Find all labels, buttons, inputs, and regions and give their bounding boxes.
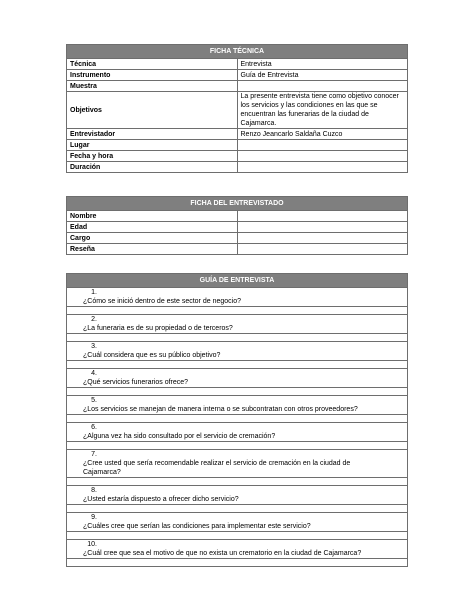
question-text: ¿Cuáles cree que serían las condiciones para implementar este servicio? (83, 523, 311, 530)
question-text: ¿La funeraria es de su propiedad o de terceros? (83, 325, 233, 332)
question-number: 2. (91, 316, 97, 323)
question-text: ¿Los servicios se manejan de manera interna o se subcontratan con otros proveedores? (83, 406, 358, 413)
table-row (67, 129, 408, 140)
row-value: Entrevista (237, 59, 408, 70)
table-row (67, 151, 408, 162)
ficha-tecnica-title: FICHA TÉCNICA (67, 45, 408, 59)
table-row (67, 70, 408, 81)
answer-row (67, 334, 408, 342)
answer-space (67, 559, 408, 567)
answer-space (67, 532, 408, 540)
guia-entrevista-table (66, 273, 408, 567)
answer-space (67, 334, 408, 342)
answer-space (67, 415, 408, 423)
question-text: ¿Usted estaría dispuesto a ofrecer dicho servicio? (83, 496, 239, 503)
row-value (237, 162, 408, 173)
table-row (67, 233, 408, 244)
answer-space (67, 442, 408, 450)
row-label: Muestra (67, 81, 238, 92)
question-number: 6. (91, 424, 97, 431)
table-row (67, 162, 408, 173)
row-value (237, 222, 408, 233)
answer-row (67, 361, 408, 369)
answer-row (67, 307, 408, 315)
row-value: Guía de Entrevista (237, 70, 408, 81)
row-value (237, 140, 408, 151)
question-number: 10. (87, 541, 97, 548)
ficha-entrevistado-title: FICHA DEL ENTREVISTADO (67, 197, 408, 211)
question-row (67, 540, 408, 559)
answer-space (67, 478, 408, 486)
answer-row (67, 505, 408, 513)
row-label: Objetivos (67, 92, 238, 129)
question-number: 1. (91, 289, 97, 296)
row-label: Entrevistador (67, 129, 238, 140)
row-label: Lugar (67, 140, 238, 151)
table-row (67, 211, 408, 222)
question-row (67, 486, 408, 505)
row-value (237, 233, 408, 244)
question-number: 8. (91, 487, 97, 494)
question-row (67, 423, 408, 442)
row-value (237, 151, 408, 162)
ficha-entrevistado-table (66, 196, 408, 255)
question-text: ¿Alguna vez ha sido consultado por el servicio de cremación? (83, 433, 276, 440)
question-text: ¿Qué servicios funerarios ofrece? (83, 379, 189, 386)
row-label: Reseña (67, 244, 238, 255)
question-number: 7. (91, 451, 97, 458)
question-number: 3. (91, 343, 97, 350)
question-text: ¿Cree usted que sería recomendable realizar el servicio de cremación en la ciudad de Cajamarca? (83, 460, 351, 476)
question-row (67, 288, 408, 307)
question-number: 9. (91, 514, 97, 521)
row-value: La presente entrevista tiene como objetivo conocer los servicios y las condiciones en las que se encuentran las funerarias de la ciudad de Cajamarca. (237, 92, 408, 129)
answer-row (67, 559, 408, 567)
answer-row (67, 532, 408, 540)
question-row (67, 315, 408, 334)
row-label: Cargo (67, 233, 238, 244)
question-row (67, 396, 408, 415)
table-row (67, 81, 408, 92)
table-row (67, 222, 408, 233)
answer-row (67, 388, 408, 396)
question-row (67, 369, 408, 388)
question-number: 4. (91, 370, 97, 377)
question-row (67, 450, 408, 478)
question-row (67, 342, 408, 361)
row-label: Fecha y hora (67, 151, 238, 162)
guia-title: GUÍA DE ENTREVISTA (67, 274, 408, 288)
answer-row (67, 478, 408, 486)
answer-row (67, 442, 408, 450)
answer-space (67, 307, 408, 315)
answer-space (67, 388, 408, 396)
row-label: Nombre (67, 211, 238, 222)
row-value (237, 81, 408, 92)
question-number: 5. (91, 397, 97, 404)
table-row (67, 244, 408, 255)
table-row (67, 92, 408, 129)
row-label: Duración (67, 162, 238, 173)
table-row (67, 140, 408, 151)
question-text: ¿Cuál cree que sea el motivo de que no exista un crematorio en la ciudad de Cajamarca? (83, 550, 362, 557)
question-text: ¿Cuál considera que es su público objetivo? (83, 352, 221, 359)
table-row (67, 59, 408, 70)
ficha-tecnica-table (66, 44, 408, 173)
question-row (67, 513, 408, 532)
answer-space (67, 505, 408, 513)
row-value: Renzo Jeancarlo Saldaña Cuzco (237, 129, 408, 140)
row-label: Técnica (67, 59, 238, 70)
answer-row (67, 415, 408, 423)
row-label: Instrumento (67, 70, 238, 81)
row-label: Edad (67, 222, 238, 233)
answer-space (67, 361, 408, 369)
row-value (237, 244, 408, 255)
row-value (237, 211, 408, 222)
question-text: ¿Cómo se inició dentro de este sector de negocio? (83, 298, 241, 305)
